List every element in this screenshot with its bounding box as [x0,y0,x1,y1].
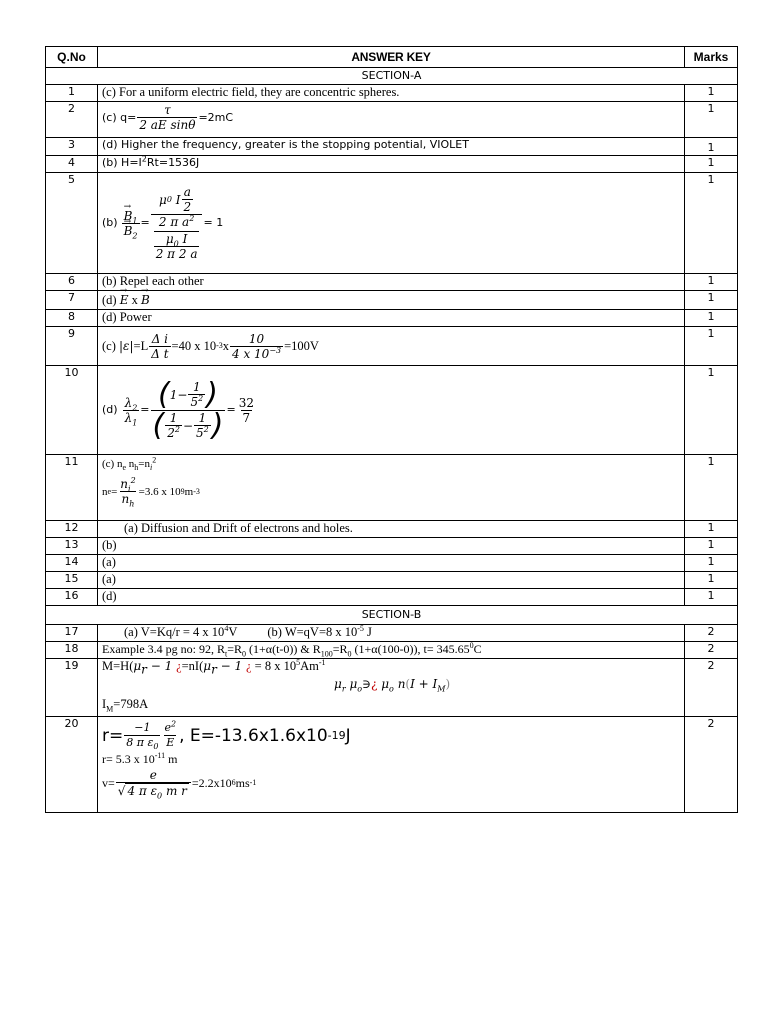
table-row [46,85,738,102]
question-number: 12 [46,521,98,538]
table-row [46,521,738,538]
marks-value: 1 [685,521,738,538]
question-number: 8 [46,310,98,327]
answer-text: (b) $H=I^2Rt=1536J$ [98,156,685,173]
marks-header: Marks [685,47,738,68]
question-number: 6 [46,274,98,291]
answer-text: (b) [98,538,685,555]
question-number: 4 [46,156,98,173]
marks-value: 2 [685,659,738,717]
table-row [46,102,738,138]
table-row [46,659,738,717]
marks-value: 1 [685,366,738,455]
section-b-row [46,606,738,625]
question-number: 1 [46,85,98,102]
table-row [46,625,738,642]
marks-value: 1 [685,589,738,606]
marks-value: 2 [685,717,738,813]
question-number: 17 [46,625,98,642]
answer-text: (b) → $B_1$ → $B_2$ = μ 0 I $\frac{a}{2}$ 2 π $a^2$ $\frac{\mu_0 I}{2 \pi 2 a}$ = 1 [98,173,685,274]
table-row [46,156,738,173]
marks-value: 1 [685,138,738,156]
question-number: 19 [46,659,98,717]
question-number: 18 [46,642,98,659]
question-number: 11 [46,455,98,521]
answer-text: (b) Repel each other [98,274,685,291]
table-row [46,717,738,813]
answer-text: r= $\frac{-1}{8 \pi \varepsilon_0}$ $\frac{e^2}{E}$ , E=-13.6x1.6x10 -19 J r= 5.3 x $10^{-11}$ m v= $\frac{e}{√ 4 \pi \varepsilon_0 m r}$ =2.2x10 6 ms -1 [98,717,685,813]
question-number: 9 [46,327,98,366]
question-number: 16 [46,589,98,606]
qno-header: Q.No [46,47,98,68]
answer-text: $M=H(\mu_r - 1$ ¿$=nI(\mu_r - 1$ ¿ = 8 x $10^5Am^{-1}$ $\mu_r$ $\mu_o∋¿$ $\mu_o$ $n(I + I_M)$ $I_M=798A$ [98,659,685,717]
marks-value: 1 [685,156,738,173]
section-b-title: SECTION-B [46,606,738,625]
marks-value: 1 [685,310,738,327]
table-row [46,138,738,156]
table-row [46,455,738,521]
section-a-row [46,68,738,85]
table-row [46,555,738,572]
question-number: 7 [46,291,98,310]
table-row [46,572,738,589]
answer-text: (a) [98,555,685,572]
answer-text: (d) $\frac{\lambda_2}{\lambda_1}$ = ( 1 − $\frac{1}{5^2}$ ) ( $\frac{1}{2^2}$ − $\frac{1}{5^2}$ ) = $\frac{32}{7}$ [98,366,685,455]
table-row [46,310,738,327]
marks-value: 1 [685,102,738,138]
answer-key-table [45,46,738,813]
marks-value: 1 [685,173,738,274]
answer-text: (d) → E x → B [98,291,685,310]
marks-value: 2 [685,642,738,659]
marks-value: 1 [685,85,738,102]
marks-value: 1 [685,327,738,366]
marks-value: 2 [685,625,738,642]
question-number: 15 [46,572,98,589]
question-number: 20 [46,717,98,813]
question-number: 10 [46,366,98,455]
answer-text: (d) [98,589,685,606]
answer-text: (c) For a uniform electric field, they are concentric spheres. [98,85,685,102]
marks-value: 1 [685,555,738,572]
marks-value: 1 [685,274,738,291]
marks-value: 1 [685,538,738,555]
answer-text: Example 3.4 pg no: 92, $R_t=R_0$ (1+α(t-0)) & $R_{100}=R_0$ (1+α(100-0)), $t= 345.65^0C$ [98,642,685,659]
answer-text: (a) Diffusion and Drift of electrons and holes. [98,521,685,538]
table-row [46,173,738,274]
question-number: 13 [46,538,98,555]
answer-key-sheet [45,46,737,813]
table-row [46,274,738,291]
table-row [46,291,738,310]
table-row [46,327,738,366]
question-number: 3 [46,138,98,156]
table-row [46,642,738,659]
answer-text: (c) $n_e$ $n_h=n_i^2$ n e = $\frac{n_i^2}{n_h}$ =3.6 x 10 9 m -3 [98,455,685,521]
marks-value: 1 [685,455,738,521]
question-number: 2 [46,102,98,138]
answer-text: (a) V=Kq/r = 4 x $10^4V$ (b) W=qV=8 x $10^{-5}$ J [98,625,685,642]
question-number: 5 [46,173,98,274]
marks-value: 1 [685,291,738,310]
answer-text: (a) [98,572,685,589]
table-row [46,538,738,555]
table-row [46,366,738,455]
answer-text: (d) Power [98,310,685,327]
answer-text: (d) Higher the frequency, greater is the stopping potential, VIOLET [98,138,685,156]
marks-value: 1 [685,572,738,589]
answer-key-header: ANSWER KEY [98,47,685,68]
section-a-title: SECTION-A [46,68,738,85]
header-row [46,47,738,68]
question-number: 14 [46,555,98,572]
answer-text: (c) q= $\frac{\tau}{\text{2 aE sinθ}}$ =2mC [98,102,685,138]
answer-text: (c) |ε| =L $\frac{\text{Δ i}}{\text{Δ t}}$ =40 x 10 -3 x $\frac{10}{4 x 10^{-3}}$ =100V [98,327,685,366]
table-row [46,589,738,606]
